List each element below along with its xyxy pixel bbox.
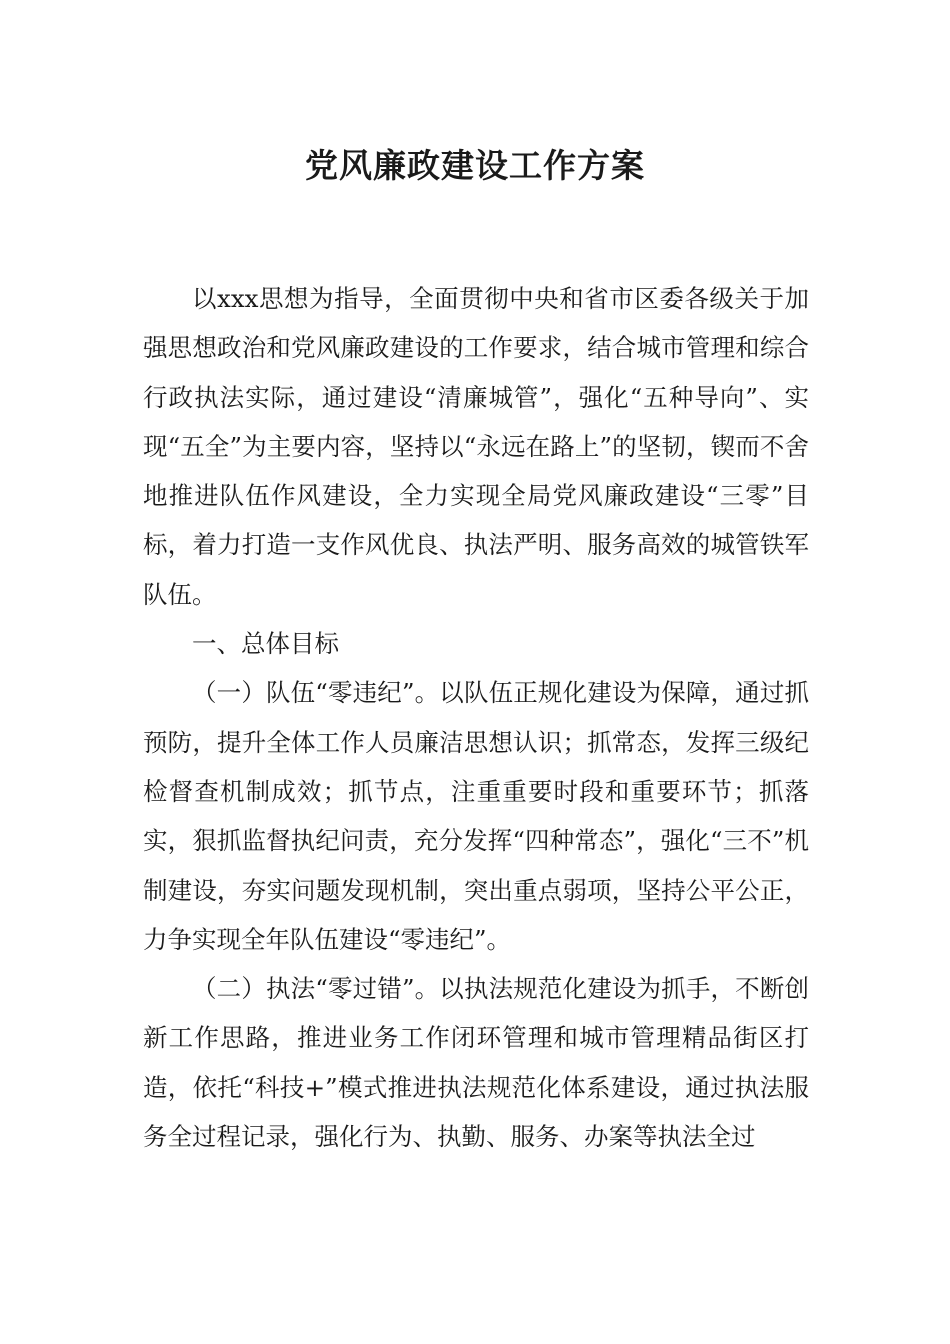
intro-paragraph: 以xxx思想为指导，全面贯彻中央和省市区委各级关于加强思想政治和党风廉政建设的工作要求，结合城市管理和综合行政执法实际，通过建设“清廉城管”，强化“五种导向”、实现“五全”为主要内容，坚持以“永远在路上”的坚韧，锲而不舍地推进队伍作风建设，全力实现全局党风廉政建设“三零”目标，着力打造一支作风优良、执法严明、服务高效的城管铁军队伍。 [143,284,809,609]
goal-paragraph-team-zero-violation: （一）队伍“零违纪”。以队伍正规化建设为保障，通过抓预防，提升全体工作人员廉洁思想认识；抓常态，发挥三级纪检督查机制成效；抓节点，注重重要时段和重要环节；抓落实，狠抓监督执纪问责，充分发挥“四种常态”，强化“三不”机制建设，夯实问题发现机制，突出重点弱项，坚持公平公正，力争实现全年队伍建设“零违纪”。 [143,678,809,954]
goal-paragraph-enforcement-zero-error: （二）执法“零过错”。以执法规范化建设为抓手，不断创新工作思路，推进业务工作闭环管理和城市管理精品街区打造，依托“科技+”模式推进执法规范化体系建设，通过执法服务全过程记录，强化行为、执勤、服务、办案等执法全过 [143,974,809,1152]
document-body [143,274,809,1161]
section-heading-overall-goals: 一、总体目标 [192,629,339,659]
document-title: 党风廉政建设工作方案 [305,146,645,185]
